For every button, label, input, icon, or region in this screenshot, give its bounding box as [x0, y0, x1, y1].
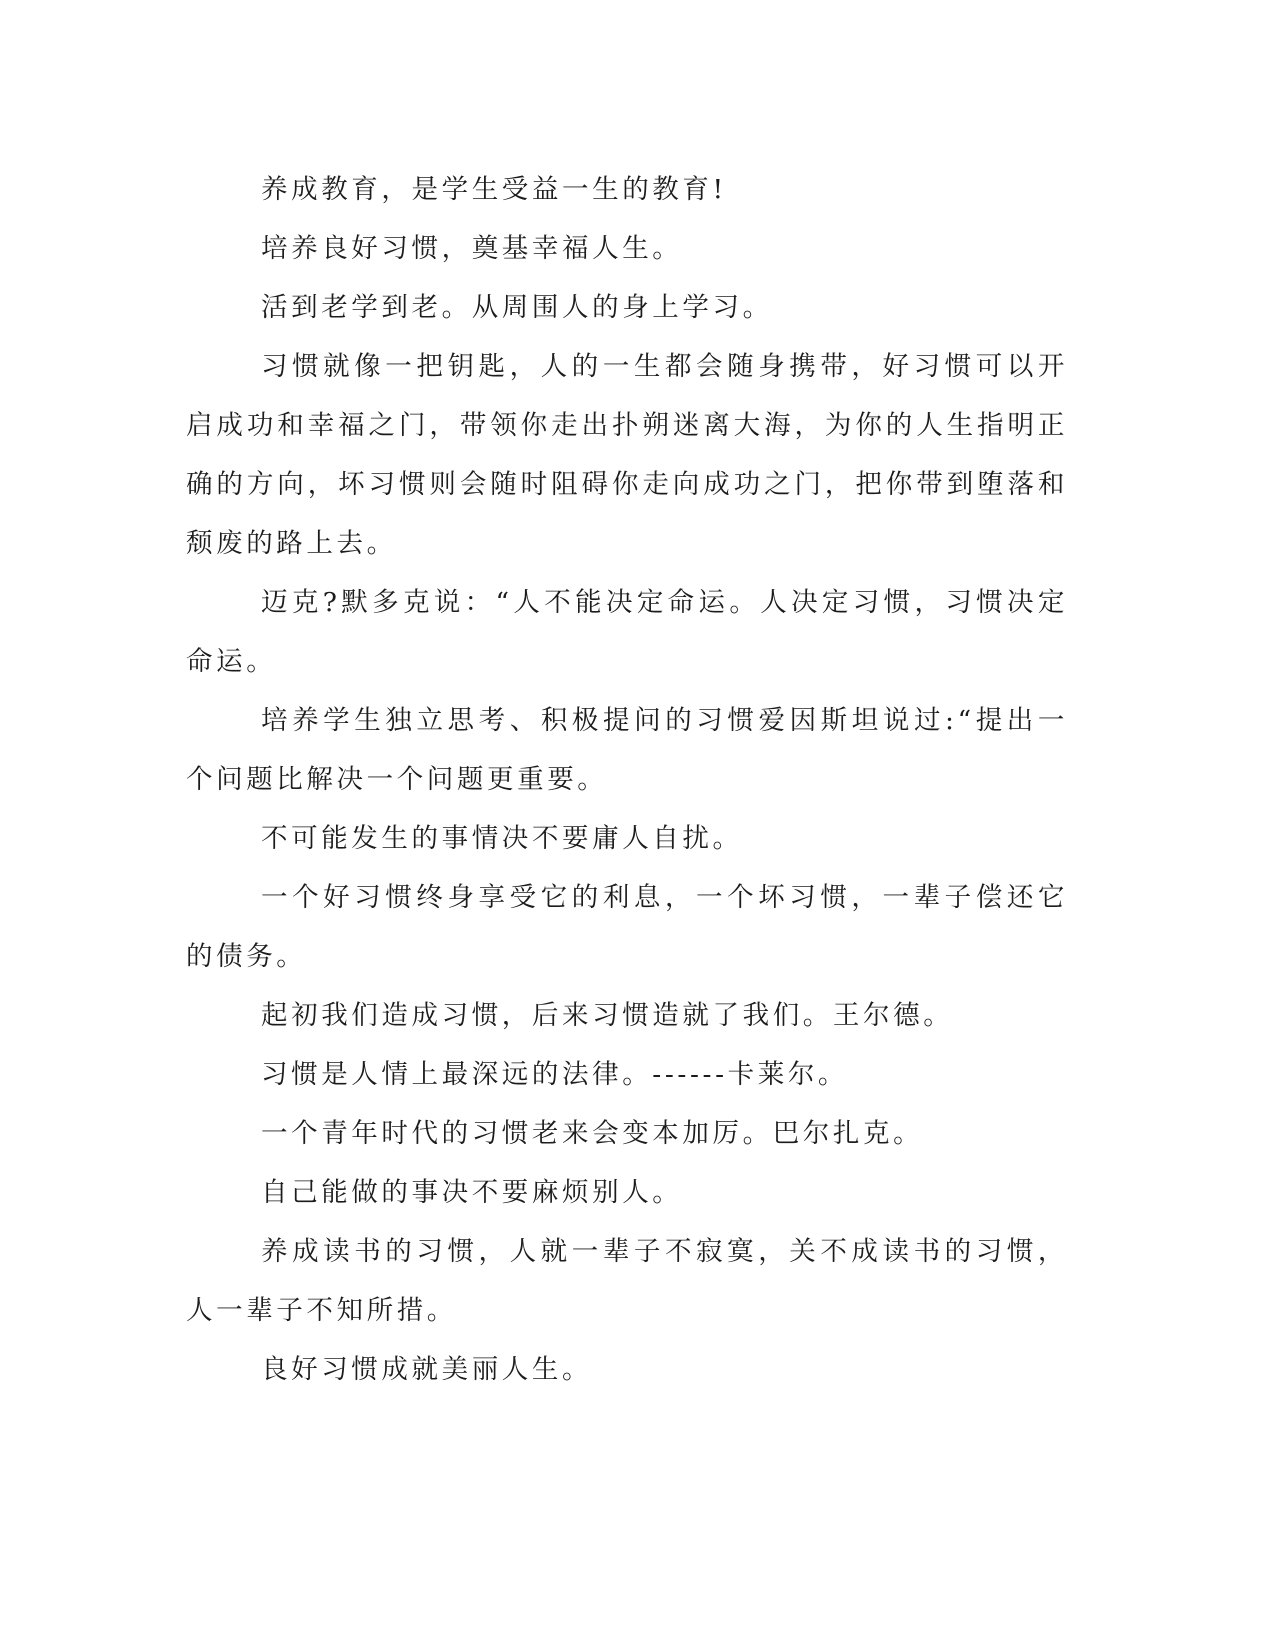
- paragraph: 活到老学到老。从周围人的身上学习。: [261, 292, 773, 323]
- paragraph: 起初我们造成习惯，后来习惯造就了我们。王尔德。: [261, 1000, 954, 1031]
- paragraph: 培养学生独立思考、积极提问的习惯爱因斯坦说过:“提出一个问题比解决一个问题更重要。: [186, 705, 1068, 795]
- paragraph: 良好习惯成就美丽人生。: [261, 1354, 593, 1385]
- paragraph: 习惯就像一把钥匙，人的一生都会随身携带，好习惯可以开启成功和幸福之门，带领你走出扑朔迷离大海，为你的人生指明正确的方向，坏习惯则会随时阻碍你走向成功之门，把你带到堕落和颓废的路上去。: [186, 351, 1068, 559]
- paragraph: 自己能做的事决不要麻烦别人。: [261, 1177, 683, 1208]
- paragraph: 一个好习惯终身享受它的利息，一个坏习惯，一辈子偿还它的债务。: [186, 882, 1068, 972]
- paragraph: 养成读书的习惯，人就一辈子不寂寞，关不成读书的习惯，人一辈子不知所措。: [186, 1236, 1068, 1326]
- paragraph: 习惯是人情上最深远的法律。------卡莱尔。: [261, 1059, 849, 1090]
- paragraph: 不可能发生的事情决不要庸人自扰。: [261, 823, 743, 854]
- paragraph: 迈克?默多克说：“人不能决定命运。人决定习惯，习惯决定命运。: [186, 587, 1068, 677]
- paragraph: 培养良好习惯，奠基幸福人生。: [261, 233, 683, 264]
- paragraph: 一个青年时代的习惯老来会变本加厉。巴尔扎克。: [261, 1118, 924, 1149]
- document-body: [186, 160, 1068, 1399]
- paragraph: 养成教育，是学生受益一生的教育!: [261, 174, 727, 205]
